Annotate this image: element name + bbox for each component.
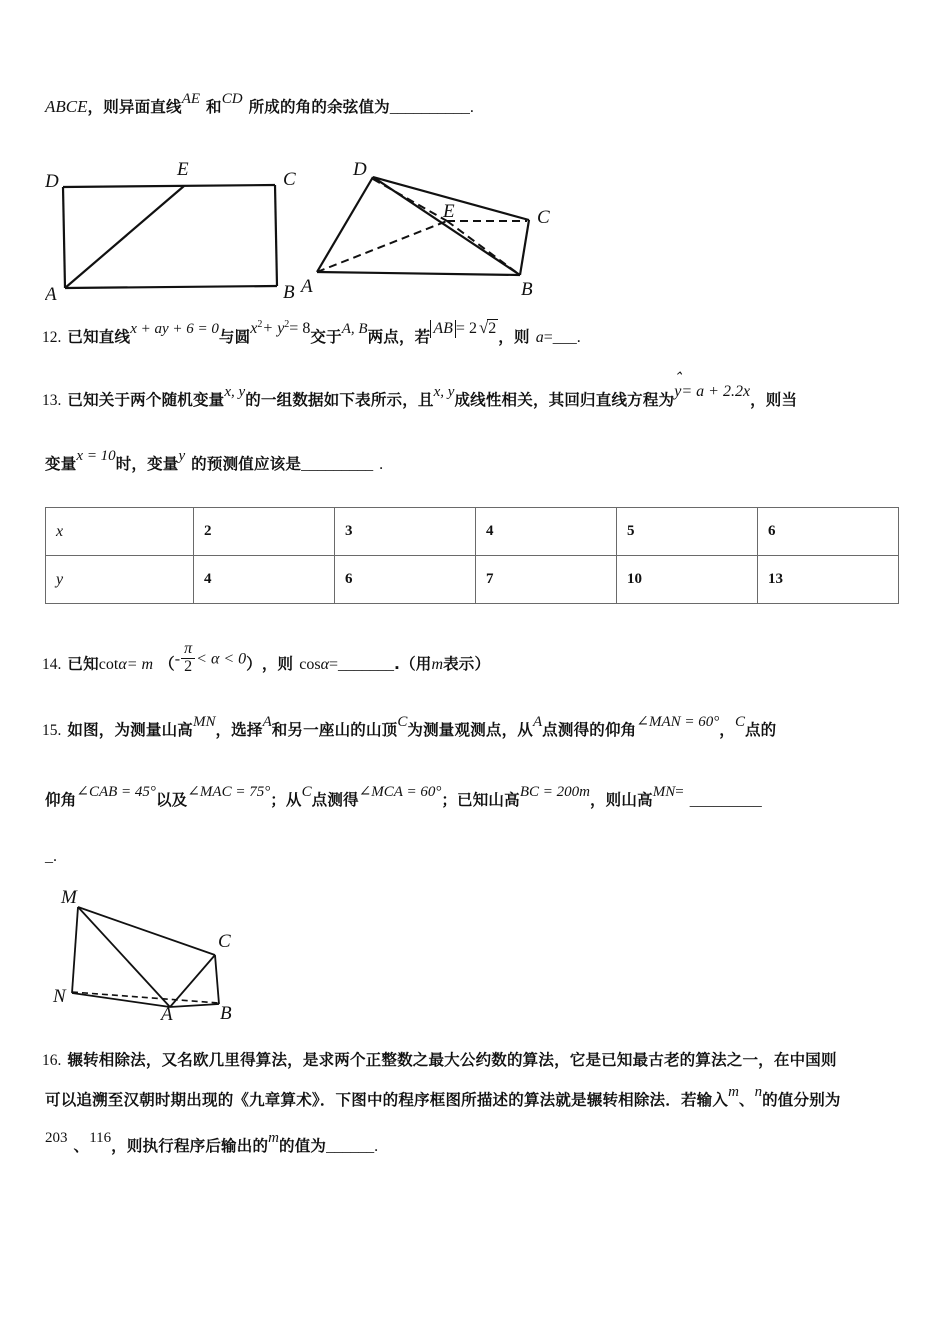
- q12-number: 12.: [42, 329, 62, 346]
- figure-rectangle-ABCD: [45, 155, 305, 305]
- figure-rect-label-E: E: [177, 159, 189, 180]
- q14-cos: cos: [299, 655, 321, 673]
- table-header-y: y: [46, 556, 194, 604]
- q12-circle-x: x: [250, 320, 258, 337]
- q15-angle-CAB: ∠CAB = 45°: [76, 784, 156, 800]
- q13-l2-period: .: [379, 456, 384, 473]
- q14-pi-over-2: $\frac{\pi}{2}$: [181, 641, 195, 676]
- q12-eq-sign: =: [543, 329, 553, 346]
- q11-period: .: [469, 99, 474, 116]
- q15-text-4: 为测量观测点，从: [407, 721, 533, 739]
- q13-l2-text-3: 的预测值应该是: [191, 455, 302, 473]
- q11-solid-label: ABCE: [45, 97, 88, 116]
- edge-DC: [63, 185, 275, 187]
- edge-CB: [520, 220, 529, 275]
- table-cell-y-0: 4: [194, 556, 335, 604]
- q15-MN-answer: MN: [652, 784, 676, 800]
- q14-cot: cot: [98, 655, 119, 673]
- question-13-line-2: [45, 448, 384, 474]
- q16-text-line-2c: 的值分别为: [762, 1091, 841, 1109]
- q12-circle-y: + y: [262, 320, 285, 337]
- q15-l3-period: .: [53, 848, 57, 865]
- q16-value-116: 116: [89, 1130, 112, 1146]
- figure-rect-label-D: D: [45, 171, 59, 192]
- q14-blank: _______: [338, 655, 395, 673]
- q12-abs-AB: AB: [430, 320, 456, 338]
- question-16-line-3: [45, 1130, 379, 1156]
- q14-text-4: 表示）: [443, 654, 491, 673]
- figure-mountain-label-C: C: [218, 931, 231, 952]
- table-row-x: [46, 508, 899, 556]
- q12-text-4: 两点，若: [367, 328, 431, 346]
- q13-y-hat: ⌃ y: [674, 383, 681, 401]
- table-cell-y-3: 10: [617, 556, 758, 604]
- q13-text-2: 的一组数据如下表所示，且: [245, 391, 434, 409]
- q13-l2-text-1: 变量: [45, 455, 77, 473]
- figure-solid-label-C: C: [537, 207, 550, 228]
- q14-paren-open: （: [159, 654, 175, 673]
- q14-neg-sign: -: [174, 650, 181, 668]
- q15-point-C-3: C: [301, 784, 312, 800]
- q15-text-2: ，选择: [215, 721, 263, 739]
- q12-equation-line: x + ay + 6 = 0: [130, 321, 219, 337]
- q12-blank: ___: [552, 329, 577, 346]
- figure-solid-label-A: A: [301, 276, 313, 297]
- q16-text-line-1: 辗转相除法，又名欧几里得算法，是求两个正整数之最大公约数的算法，它是已知最古老的算法之一，在中国则: [67, 1051, 837, 1069]
- q13-text-1: 已知关于两个随机变量: [67, 391, 225, 409]
- table-cell-x-1: 3: [335, 508, 476, 556]
- q15-text-6: ，: [719, 721, 735, 739]
- q13-regression-rhs: = a + 2.2x: [681, 383, 751, 400]
- q12-circle-rhs: = 8: [289, 320, 311, 337]
- figure-mountain-label-M: M: [61, 887, 77, 908]
- edge-AB: [170, 1004, 219, 1007]
- q15-l2-text-3: ；从: [270, 791, 302, 809]
- edge-MC: [78, 907, 215, 955]
- edge-AB: [65, 286, 277, 288]
- q12-circle-y-exp: 2: [284, 319, 290, 330]
- q14-paren-close: ）: [246, 654, 262, 673]
- edge-CB: [275, 185, 277, 286]
- q11-text-b: 和: [206, 98, 222, 116]
- q15-l2-text-4: 点测得: [311, 791, 359, 809]
- figure-mountain-label-A: A: [161, 1004, 173, 1020]
- q15-angle-MAC: ∠MAC = 75°: [187, 784, 271, 800]
- q16-blank: ______: [326, 1138, 375, 1155]
- q16-output-m: m: [268, 1130, 280, 1146]
- q14-cos-equals: =: [328, 655, 339, 673]
- table-cell-y-1: 6: [335, 556, 476, 604]
- question-14: [42, 640, 491, 683]
- q14-text-1: 已知: [67, 654, 99, 673]
- q15-l3-blank: _: [45, 848, 53, 865]
- table-header-x: x: [46, 508, 194, 556]
- q16-var-m: m: [728, 1084, 739, 1100]
- table-cell-x-4: 6: [758, 508, 899, 556]
- q11-blank: __________: [389, 99, 470, 116]
- q12-var-a: a: [535, 329, 544, 346]
- q13-vars-2: x, y: [433, 384, 455, 400]
- q12-circle-x-exp: 2: [257, 319, 263, 330]
- q15-l2-text-2: 以及: [155, 791, 188, 809]
- q12-points-AB: A, B: [341, 321, 368, 337]
- q15-point-C-1: C: [397, 714, 408, 730]
- q13-l2-blank: _________: [301, 456, 374, 473]
- q13-x-equals-10: x = 10: [76, 448, 116, 464]
- q15-l2-text-1: 仰角: [45, 791, 77, 809]
- edge-AE-dashed: [317, 221, 447, 272]
- q14-text-2: ，则: [261, 654, 294, 673]
- q16-text-line-3: ，则执行程序后输出的: [111, 1137, 269, 1155]
- figure-rect-label-B: B: [283, 282, 295, 303]
- q16-period: .: [374, 1138, 379, 1155]
- q16-var-n: n: [754, 1084, 763, 1100]
- q16-value-separator: 、: [73, 1137, 90, 1155]
- figure-mountain-measurement: [48, 885, 238, 1020]
- q12-text-1: 已知直线: [67, 328, 131, 346]
- question-15-line-3: [45, 848, 57, 866]
- q15-l2-blank: _________: [689, 792, 762, 809]
- table-cell-y-2: 7: [476, 556, 617, 604]
- q15-text-3: 和另一座山的山顶: [271, 721, 398, 739]
- q15-l2-text-5: ；已知山高: [441, 791, 520, 809]
- q15-number: 15.: [42, 722, 62, 739]
- q11-line-AE: AE: [181, 91, 201, 107]
- q16-value-203: 203: [45, 1130, 68, 1146]
- q15-l2-text-6: ，则山高: [589, 791, 653, 809]
- q11-line-CD: CD: [221, 91, 243, 107]
- figure-solid-label-E: E: [443, 201, 455, 222]
- edge-NB-dashed: [72, 992, 219, 1003]
- q16-text-line-3b: 的值为: [279, 1137, 327, 1155]
- q13-l2-text-2: 时，变量: [115, 455, 179, 473]
- edge-MA: [78, 907, 170, 1007]
- question-13-line-1: [42, 383, 798, 410]
- q13-var-y: y: [178, 448, 186, 464]
- edge-DA: [317, 177, 373, 272]
- figure-mountain-label-N: N: [53, 986, 66, 1007]
- q15-point-A-2: A: [533, 714, 543, 730]
- q15-point-C-2: C: [734, 714, 745, 730]
- figure-solid-label-D: D: [353, 159, 367, 180]
- q11-text-a: ，则异面直线: [87, 98, 182, 116]
- regression-data-table: [45, 507, 899, 604]
- q12-sqrt2: √2: [478, 318, 497, 337]
- question-15-line-1: [42, 714, 777, 740]
- table-cell-x-3: 5: [617, 508, 758, 556]
- table-row-y: [46, 556, 899, 604]
- table-cell-x-2: 4: [476, 508, 617, 556]
- q13-text-4: ，则当: [750, 391, 798, 409]
- q14-equals-m: = m: [126, 655, 154, 673]
- q14-number: 14.: [42, 655, 62, 673]
- figure-folded-solid: [295, 155, 585, 305]
- table-cell-x-0: 2: [194, 508, 335, 556]
- q16-text-line-2a: 可以追溯至汉朝时期出现的《九章算术》．下图中的程序框图所描述的算法就是辗转相除法．若输入: [45, 1091, 729, 1109]
- q16-number: 16.: [42, 1052, 62, 1069]
- q15-l2-equals: =: [675, 784, 684, 800]
- question-12: [42, 318, 581, 347]
- edge-DB: [373, 177, 520, 275]
- q15-point-A-1: A: [262, 714, 272, 730]
- q12-abs-eq: = 2: [455, 320, 477, 337]
- edge-CB: [215, 955, 219, 1004]
- q12-text-5: ，则: [498, 328, 530, 346]
- q13-number: 13.: [42, 392, 62, 409]
- q14-cos-alpha: α: [320, 655, 329, 673]
- q15-text-5: 点测得的仰角: [542, 721, 637, 739]
- q15-text-1: 如图，为测量山高: [67, 721, 193, 739]
- q12-text-2: 与圆: [218, 328, 251, 346]
- q12-text-3: 交于: [310, 328, 342, 346]
- question-11-tail: [45, 91, 474, 117]
- edge-DA: [63, 187, 65, 288]
- q15-text-7: 点的: [744, 721, 777, 739]
- edge-NA-solid: [72, 993, 170, 1007]
- question-15-line-2: [45, 784, 762, 810]
- figure-solid-label-B: B: [521, 279, 533, 300]
- table-cell-y-4: 13: [758, 556, 899, 604]
- q13-vars-1: x, y: [224, 384, 246, 400]
- question-16-line-1: [42, 1048, 837, 1070]
- q14-text-3: .（用: [394, 654, 432, 673]
- question-16-line-2: [45, 1084, 841, 1110]
- q13-text-3: 成线性相关，其回归直线方程为: [454, 391, 675, 409]
- q16-text-sep: 、: [738, 1091, 755, 1109]
- q15-angle-MCA: ∠MCA = 60°: [358, 784, 442, 800]
- q14-var-m: m: [431, 655, 444, 673]
- q11-text-c: 所成的角的余弦值为: [248, 98, 390, 116]
- figure-mountain-label-B: B: [220, 1003, 232, 1020]
- q15-BC-length: BC = 200m: [519, 784, 590, 800]
- q15-mountain-MN: MN: [192, 714, 216, 730]
- q12-period: .: [576, 329, 581, 346]
- q14-inequality: < α < 0: [196, 650, 247, 668]
- figure-rect-label-C: C: [283, 169, 296, 190]
- edge-MN: [72, 907, 78, 993]
- q14-alpha: α: [118, 655, 127, 673]
- figure-rect-label-A: A: [45, 284, 57, 305]
- edge-AE: [65, 186, 184, 288]
- q15-angle-MAN: ∠MAN = 60°: [636, 714, 720, 730]
- edge-AB: [317, 272, 520, 275]
